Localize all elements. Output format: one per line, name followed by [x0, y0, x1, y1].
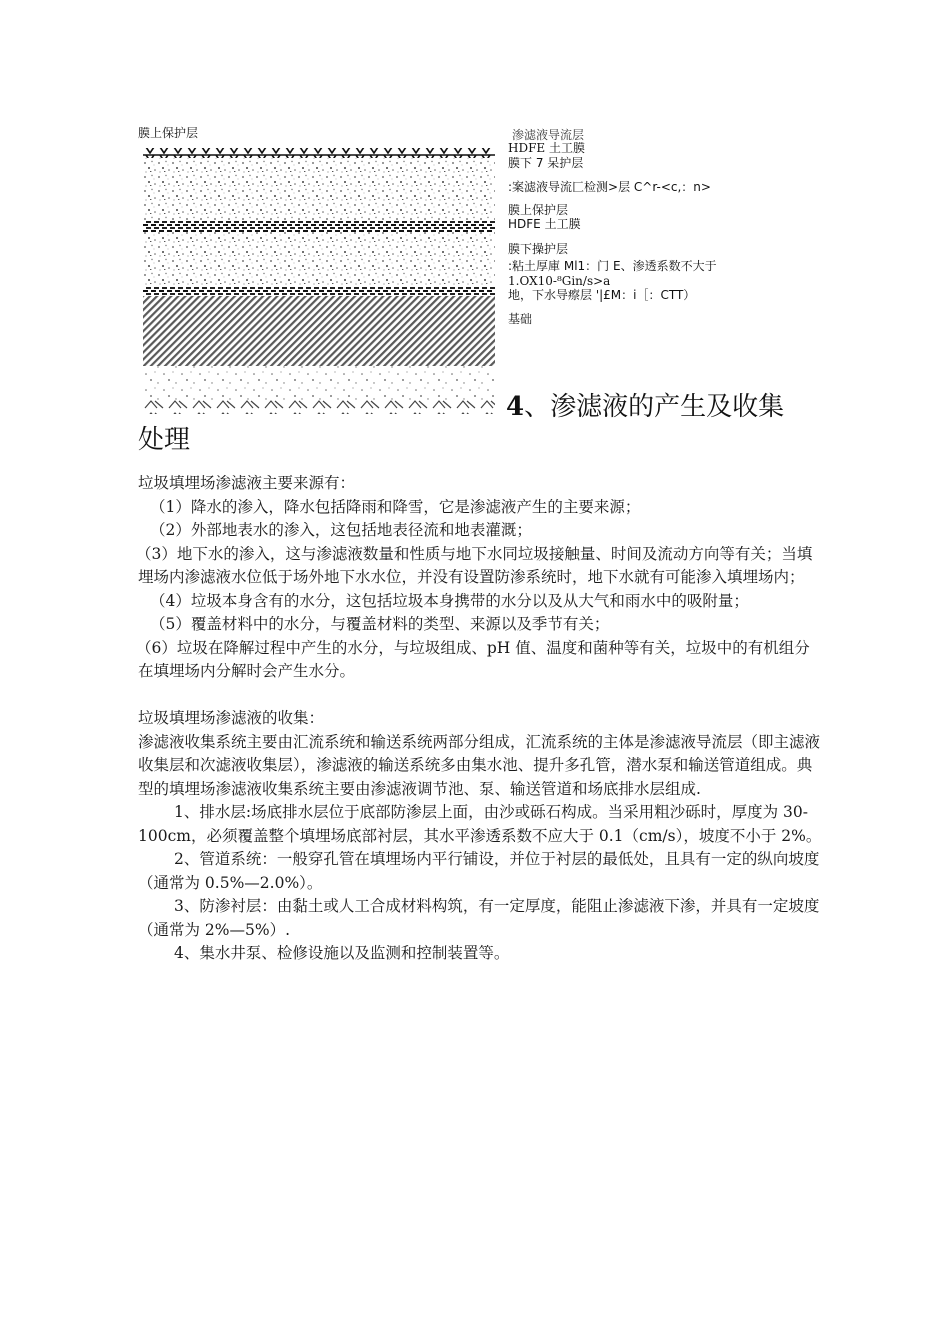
source-item-6: （6）垃圾在降解过程中产生的水分，与垃圾组成、pH 值、温度和菌种等有关，垃圾中的有机组分在填埋场内分解时会产生水分。: [136, 638, 810, 680]
hdpe-membrane-secondary: [143, 286, 495, 296]
figure-label-permeability: 1.OX10-⁸Gin/s>a: [508, 274, 611, 288]
section-heading: [506, 391, 784, 423]
paragraph-gap: [138, 684, 822, 708]
figure-label-clay: :粘土厚庫 Ml1：门 E、渗透系数不大于: [508, 259, 717, 273]
figure-label-detection-layer: :案滤液导流匚检测>层 C^r-<c,：n>: [508, 180, 711, 194]
collection-item-1: 1、排水层:场底排水层位于底部防渗层上面，由沙或砾石构成。当采用粗沙砾时，厚度为 30-100cm，必须覆盖整个填埋场底部衬层，其水平渗透系数不应大于 0.1（cm/s），坡度不小于 2%。: [138, 803, 822, 845]
clay-liner-layer: [143, 296, 495, 366]
groundwater-drainage-layer: [143, 366, 495, 402]
figure-label-foundation: 基础: [508, 312, 533, 326]
collection-intro: 渗滤液收集系统主要由汇流系统和输送系统两部分组成，汇流系统的主体是渗滤液导流层（即主滤液收集层和次滤液收集层），渗滤液的输送系统多由集水池、提升多孔管，潜水泵和输送管道组成。典型的填埋场渗滤液收集系统主要由渗滤液调节池、泵、输送管道和场底排水层组成.: [138, 732, 821, 798]
figure-label-above-protection: 膜上保护层: [508, 203, 569, 217]
figure-label-below-protection: 膜下操护层: [508, 242, 569, 256]
source-item-3: （3）地下水的渗入，这与渗滤液数量和性质与地下水同垃圾接触量、时间及流动方向等有关；当填埋场内渗滤液水位低于场外地下水水位，并没有设置防渗系统时，地下水就有可能渗入填埋场内；: [136, 544, 813, 586]
source-item-2: （2）外部地表水的渗入，这包括地表径流和地表灌溉；: [150, 521, 532, 539]
hdpe-membrane-primary: [143, 220, 495, 232]
figure-label-hdpe-1: HDFE 土工膜: [508, 141, 585, 155]
leak-detection-layer: [143, 232, 495, 286]
collection-title: 垃圾填埋场渗滤液的收集：: [138, 709, 325, 727]
source-item-1: （1）降水的渗入，降水包括降雨和降雪，它是渗滤液产生的主要来源；: [150, 497, 641, 516]
section-heading-number: 4: [506, 392, 525, 422]
collection-item-4: 4、集水井泵、检修设施以及监测和控制装置等。: [174, 944, 510, 962]
document-body: [138, 472, 822, 966]
leachate-drainage-layer: [143, 158, 495, 220]
top-protection-edge: [143, 148, 495, 158]
figure-label-hdpe-2: HDFE 土工膜: [508, 217, 581, 231]
liner-cross-section-figure: [143, 146, 495, 414]
figure-label-below-membrane-1: 膜下 7 呆护层: [508, 156, 584, 170]
source-item-4: （4）垃圾本身含有的水分，这包括垃圾本身携带的水分以及从大气和雨水中的吸附量；: [150, 591, 749, 610]
figure-label-top-left: 膜上保护层: [138, 126, 199, 140]
figure-label-drainage: 渗滤液导流层: [512, 128, 585, 142]
section-heading-line2: 处理: [138, 425, 191, 455]
section-heading-line1: 、渗滤液的产生及收集: [524, 392, 785, 422]
sources-title: 垃圾填埋场渗滤液主要来源有：: [138, 474, 356, 492]
source-item-5: （5）覆盖材料中的水分，与覆盖材料的类型、来源以及季节有关；: [150, 615, 610, 633]
figure-label-groundwater: 地，下水导瘵层 '|£M：i［：CTT）: [508, 288, 696, 302]
collection-item-3: 3、防渗衬层：由黏土或人工合成材料构筑，有一定厚度，能阻止渗滤液下渗，并具有一定坡度（通常为 2%—5%）.: [138, 897, 820, 939]
foundation-layer: [143, 400, 495, 414]
collection-item-2: 2、管道系统：一般穿孔管在填埋场内平行铺设，并位于衬层的最低处，且具有一定的纵向坡度（通常为 0.5%—2.0%）。: [138, 850, 820, 892]
